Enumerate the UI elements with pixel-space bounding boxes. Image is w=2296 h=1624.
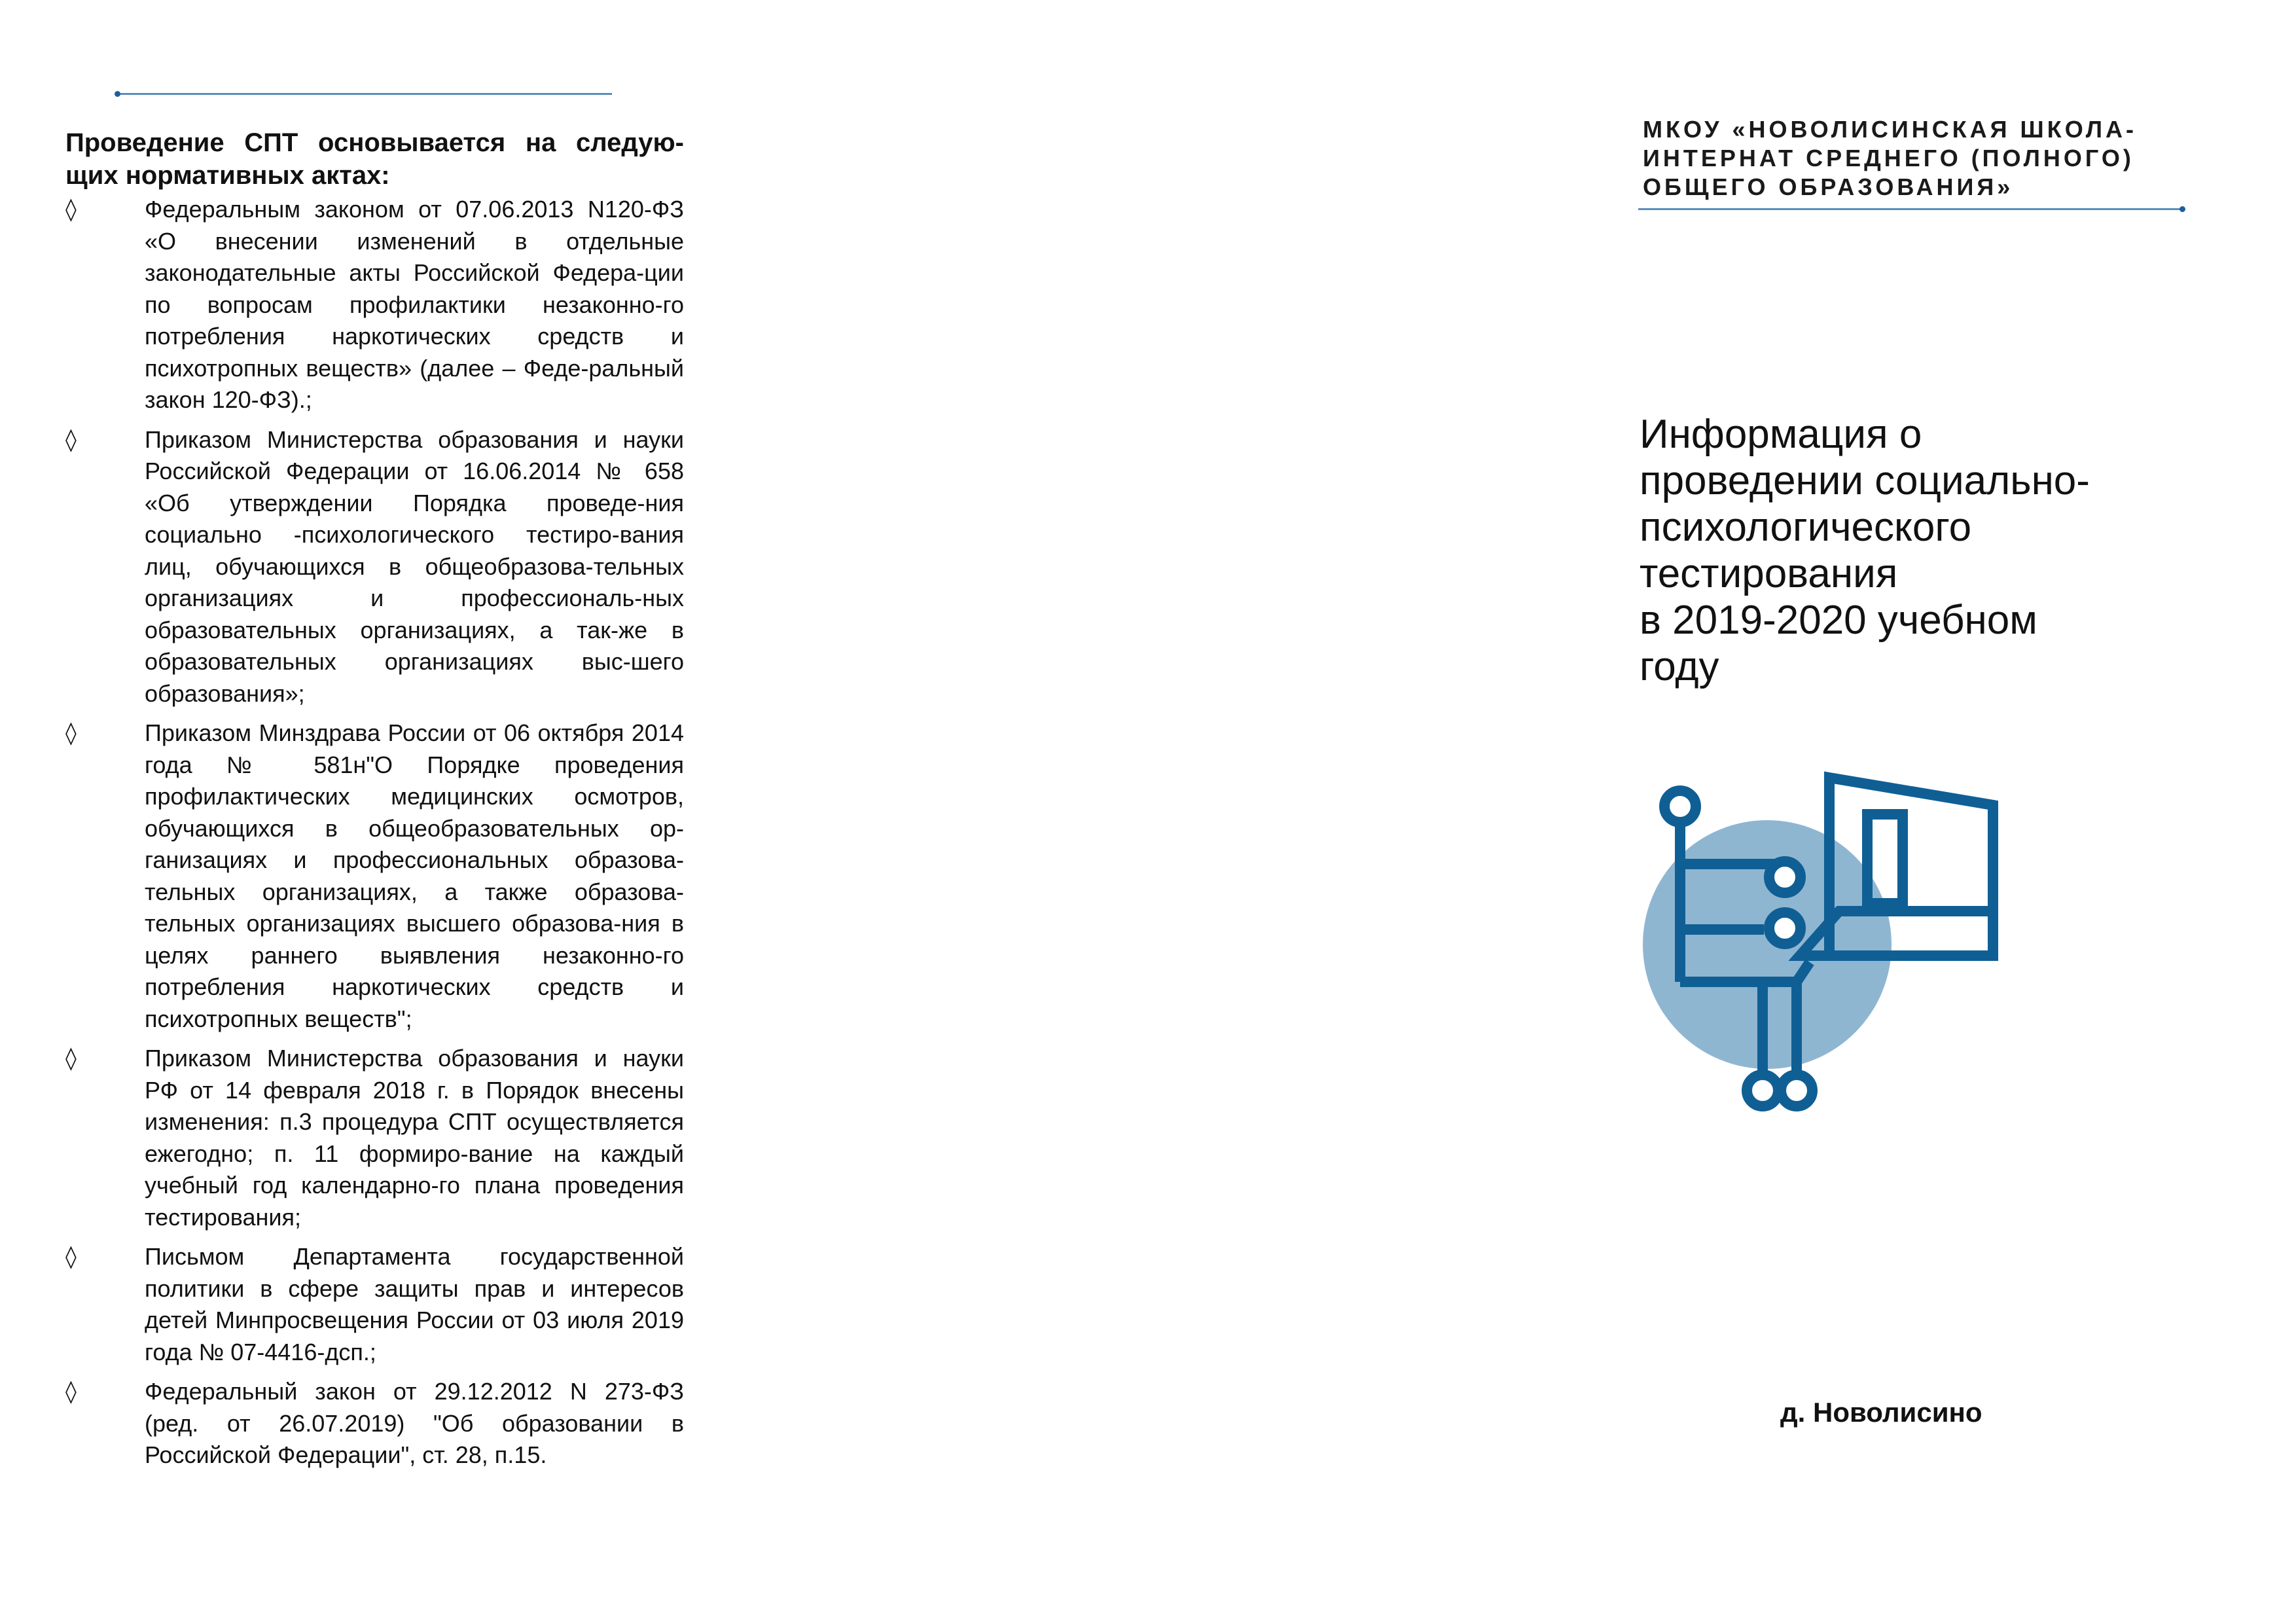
brochure-title bbox=[1640, 411, 2215, 690]
location-label: д. Новолисино bbox=[1780, 1397, 1982, 1428]
act-text: Федеральным законом от 07.06.2013 N120-ФЗ «О внесении изменений в отдельные законодательные акты Российской Федера-ции по вопросам профилактики незаконно-го потребления наркотических средств и психотропных веществ» (далее – Феде-ральный закон 120-ФЗ).; bbox=[145, 196, 684, 413]
circuit-node bbox=[1781, 1075, 1812, 1106]
acts-heading: Проведение СПТ основывается на следую-щих нормативных актах: bbox=[65, 128, 684, 190]
diamond-bullet-icon: ◊ bbox=[65, 720, 77, 746]
diamond-bullet-icon: ◊ bbox=[65, 1045, 77, 1072]
list-item bbox=[65, 1376, 684, 1471]
title-line: Информация о bbox=[1640, 412, 1922, 457]
school-name: МКОУ «НОВОЛИСИНСКАЯ ШКОЛА-ИНТЕРНАТ СРЕДНЕГО (ПОЛНОГО) ОБЩЕГО ОБРАЗОВАНИЯ» bbox=[1643, 116, 2138, 200]
right-top-divider bbox=[1638, 208, 2181, 210]
act-text: Приказом Минздрава России от 06 октября 2014 года № 581н"О Порядке проведения профилактических медицинских осмотров, обучающихся в общеобразовательных ор-ганизациях и профессиональных образова-тельных организациях, а также образова-тельных организациях высшего образова-ния в целях раннего выявления незаконно-го потребления наркотических средств и психотропных веществ"; bbox=[145, 719, 684, 1032]
title-line: проведении социально- bbox=[1640, 458, 2090, 503]
title-line: тестирования bbox=[1640, 551, 1898, 596]
diamond-bullet-icon: ◊ bbox=[65, 1379, 77, 1405]
computer-circuit-icon bbox=[1640, 759, 2006, 1126]
act-text: Федеральный закон от 29.12.2012 N 273-ФЗ (ред. от 26.07.2019) "Об образовании в Российской Федерации", ст. 28, п.15. bbox=[145, 1378, 684, 1468]
list-item bbox=[65, 717, 684, 1035]
act-text: Письмом Департамента государственной политики в сфере защиты прав и интересов детей Минпросвещения России от 03 июля 2019 года № 07-4416-дсп.; bbox=[145, 1243, 684, 1365]
circuit-node bbox=[1769, 912, 1801, 944]
act-text: Приказом Министерства образования и науки Российской Федерации от 16.06.2014 № 658 «Об утверждении Порядка проведе-ния социально -психологического тестиро-вания лиц, обучающихся в общеобразова-тельных организациях и профессиональ-ных образовательных организациях, а так-же в образовательных организациях выс-шего образования»; bbox=[145, 425, 684, 707]
left-top-divider bbox=[118, 93, 612, 95]
list-item bbox=[65, 1043, 684, 1233]
circuit-node bbox=[1664, 791, 1696, 822]
act-text: Приказом Министерства образования и науки РФ от 14 февраля 2018 г. в Порядок внесены изменения: п.3 процедура СПТ осуществляется ежегодно; п. 11 формиро-вание на каждый учебный год календарно-го плана проведения тестирования; bbox=[145, 1045, 684, 1231]
diamond-bullet-icon: ◊ bbox=[65, 196, 77, 223]
list-item bbox=[65, 194, 684, 416]
title-line: в 2019-2020 учебном bbox=[1640, 598, 2037, 643]
diamond-bullet-icon: ◊ bbox=[65, 426, 77, 453]
title-line: психологического bbox=[1640, 505, 1972, 550]
normative-acts-list bbox=[65, 194, 684, 1479]
list-item bbox=[65, 424, 684, 710]
circuit-node bbox=[1747, 1075, 1778, 1106]
title-line: году bbox=[1640, 644, 1719, 689]
diamond-bullet-icon: ◊ bbox=[65, 1244, 77, 1270]
circuit-node bbox=[1769, 861, 1801, 893]
list-item bbox=[65, 1241, 684, 1368]
